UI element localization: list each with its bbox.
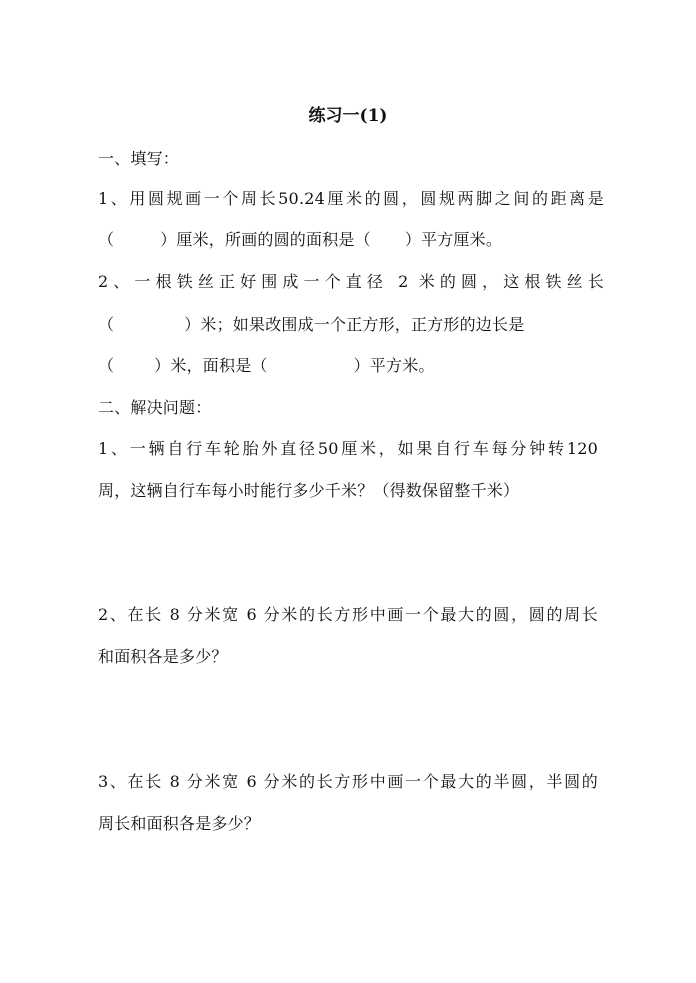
q1-text-3: ）平方厘米。 [404,230,503,249]
q2-blank-open-1: （ [98,315,115,334]
q2-blank-open-2: （ [98,356,115,375]
q2-line-2 [98,314,618,336]
problem-2-line-2: 和面积各是多少？ [98,647,228,666]
problem-2-line-1: 2、在长 8 分米宽 6 分米的长方形中画一个最大的圆，圆的周长 [98,605,598,624]
q2-text-3: ）米，面积是（ [154,356,268,375]
q1-text-2: ）厘米，所画的圆的面积是（ [160,230,371,249]
problem-1-line-1: 1、一辆自行车轮胎外直径50厘米，如果自行车每分钟转120 [98,439,598,458]
q1-line-1: 1、用圆规画一个周长50.24厘米的圆，圆规两脚之间的距离是 [98,189,604,208]
q2-text-2: ）米；如果改围成一个正方形，正方形的边长是 [184,315,525,334]
q2-text-4: ）平方米。 [353,356,435,375]
q2-line-3 [98,355,618,377]
page-title: 练习一(1) [308,106,388,126]
problem-3-line-1: 3、在长 8 分米宽 6 分米的长方形中画一个最大的半圆，半圆的 [98,772,598,791]
q1-line-2 [98,229,618,251]
q2-line-1: 2、一根铁丝正好围成一个直径 2 米的圆，这根铁丝长 [98,272,604,291]
section-fill-heading: 一、填写： [98,149,180,168]
problem-1-line-2: 周，这辆自行车每小时能行多少千米？（得数保留整千米） [98,481,520,500]
problem-3-line-2: 周长和面积各是多少？ [98,814,261,833]
section-solve-heading: 二、解决问题： [98,398,212,417]
q1-blank-open-1: （ [98,230,115,249]
